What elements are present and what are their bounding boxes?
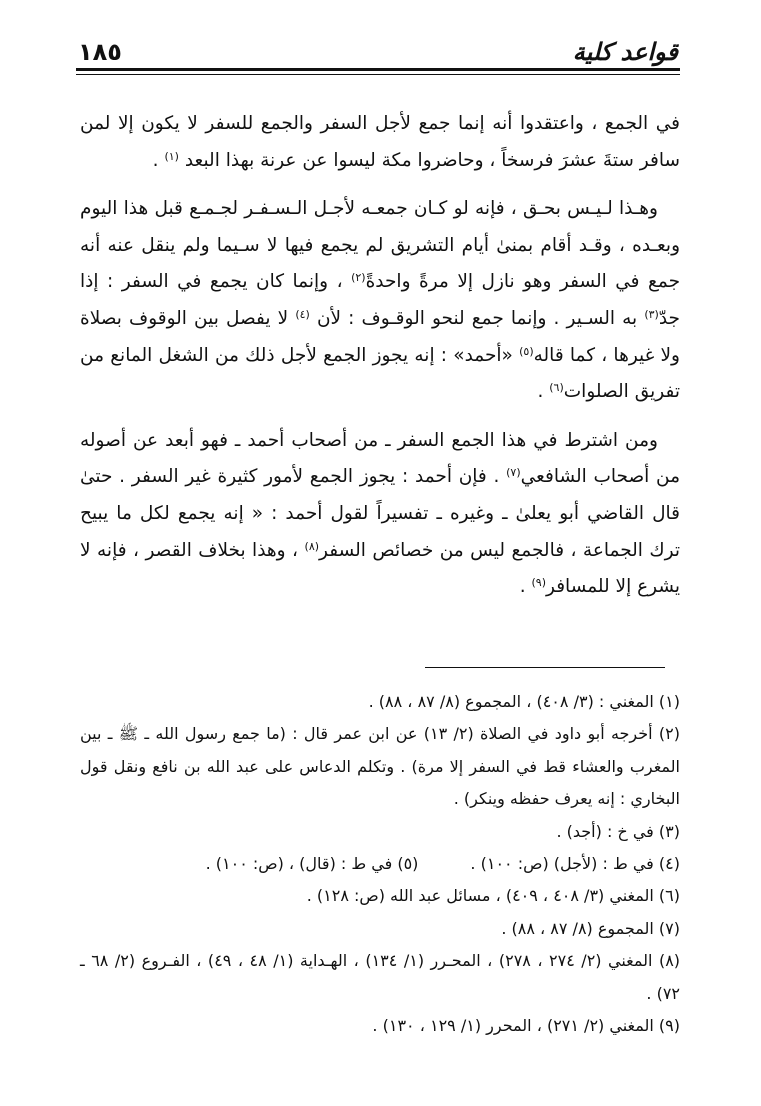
running-title: قواعد كلية (572, 38, 678, 66)
footnote-pair-4-5 (80, 848, 680, 880)
footnote-ref: (٩) (531, 576, 546, 590)
page-number: ١٨٥ (78, 38, 122, 66)
footnote-3: (٣) في خ : (أجد) . (556, 821, 680, 841)
footnote-2: (٢) أخرجه أبو داود في الصلاة (٢/ ١٣) عن ابن عمر قال : (ما جمع رسول الله ـ ﷺ ـ بين المغرب والعشاء قط في السفر إلا مرة) . وتكلم الدعاس على عبد الله بن نافع ونقل قول البخاري : إنه يعرف حفظه وينكر) . (80, 724, 680, 809)
footnote-ref: (١) (164, 149, 179, 163)
page-header (78, 38, 678, 72)
paragraph-1: في الجمع ، واعتقدوا أنه إنما جمع لأجل السفر والجمع للسفر لا يكون إلا لمن سافر ستةَ عشرَ فرسخاً ، وحاضروا مكة ليسوا عن عرنة بهذا البعد $^{(١)}$ . (80, 113, 680, 171)
paragraph-2: وهـذا لـيـس بحـق ، فإنه لو كـان جمعـه لأجـل الـسـفـر لجـمـع قبل هذا اليوم وبعـده ، وقـد أقام بمنىٰ أيام التشريق لم يجمع فيها لا سـيما ولم ينقل عنه أنه جمع في السفر وهو نازل إلا مرةً واحدةً$^{(٢)}$ ، وإنما كان يجمع في السفر : إذا جدّ$^{(٣)}$ به السـير . وإنما جمع لنحو الوقـوف : لأن $^{(٤)}$ لا يفصل بين الوقوف بصلاة ولا غيرها ، كما قاله$^{(٥)}$ «أحمد» : إنه يجوز الجمع لأجل ذلك من الشغل المانع من تفريق الصلوات$^{(٦)}$ . (80, 198, 681, 403)
footnote-6: (٦) المغني (٣/ ٤٠٨ ، ٤٠٩) ، مسائل عبد الله (ص: ١٢٨) . (306, 886, 680, 906)
footnote-ref: (٧) (506, 466, 521, 480)
footnote-7: (٧) المجموع (٨/ ٨٧ ، ٨٨) . (501, 918, 680, 938)
footnote-5: (٥) في ط : (قال) ، (ص: ١٠٠) . (205, 854, 419, 874)
footnote-ref: (٤) (295, 307, 310, 321)
footnote-4: (٤) في ط : (لأجل) (ص: ١٠٠) . (470, 854, 680, 874)
main-text (80, 106, 680, 618)
footnote-1: (١) المغني : (٣/ ٤٠٨) ، المجموع (٨/ ٨٧ ، ٨٨) . (368, 692, 680, 711)
footnote-ref: (٣) (644, 307, 659, 321)
header-rule (76, 68, 680, 71)
footnotes (80, 686, 680, 1042)
header-rule-thin (76, 74, 680, 75)
footnote-8: (٨) المغني (٢/ ٢٧٤ ، ٢٧٨) ، المحـرر (١/ ١٣٤) ، الهـداية (١/ ٤٨ ، ٤٩) ، الفـروع (٢/ ٦٨ ـ ٧٢) . (80, 951, 681, 1003)
footnote-9: (٩) المغني (٢/ ٢٧١) ، المحرر (١/ ١٢٩ ، ١٣٠) . (372, 1016, 680, 1036)
footnote-separator (425, 667, 665, 668)
footnote-ref: (٨) (304, 539, 320, 553)
footnote-ref: (٦) (549, 381, 564, 395)
footnote-ref: (٢) (351, 271, 366, 285)
footnote-ref: (٥) (519, 344, 534, 358)
paragraph-3: ومن اشترط في هذا الجمع السفر ـ من أصحاب أحمد ـ فهو أبعد عن أصوله من أصحاب الشافعي$^{(٧)}$ . فإن أحمد : يجوز الجمع لأمور كثيرة غير السفر . حتىٰ قال القاضي أبو يعلىٰ ـ وغيره ـ تفسيراً لقول أحمد : « إنه يجمع لكل ما يبيح ترك الجماعة ، فالجمع ليس من خصائص السفر$^{(٨)}$ ، وهذا بخلاف القصر ، فإنه لا يشرع إلا للمسافر$^{(٩)}$ . (80, 429, 681, 598)
